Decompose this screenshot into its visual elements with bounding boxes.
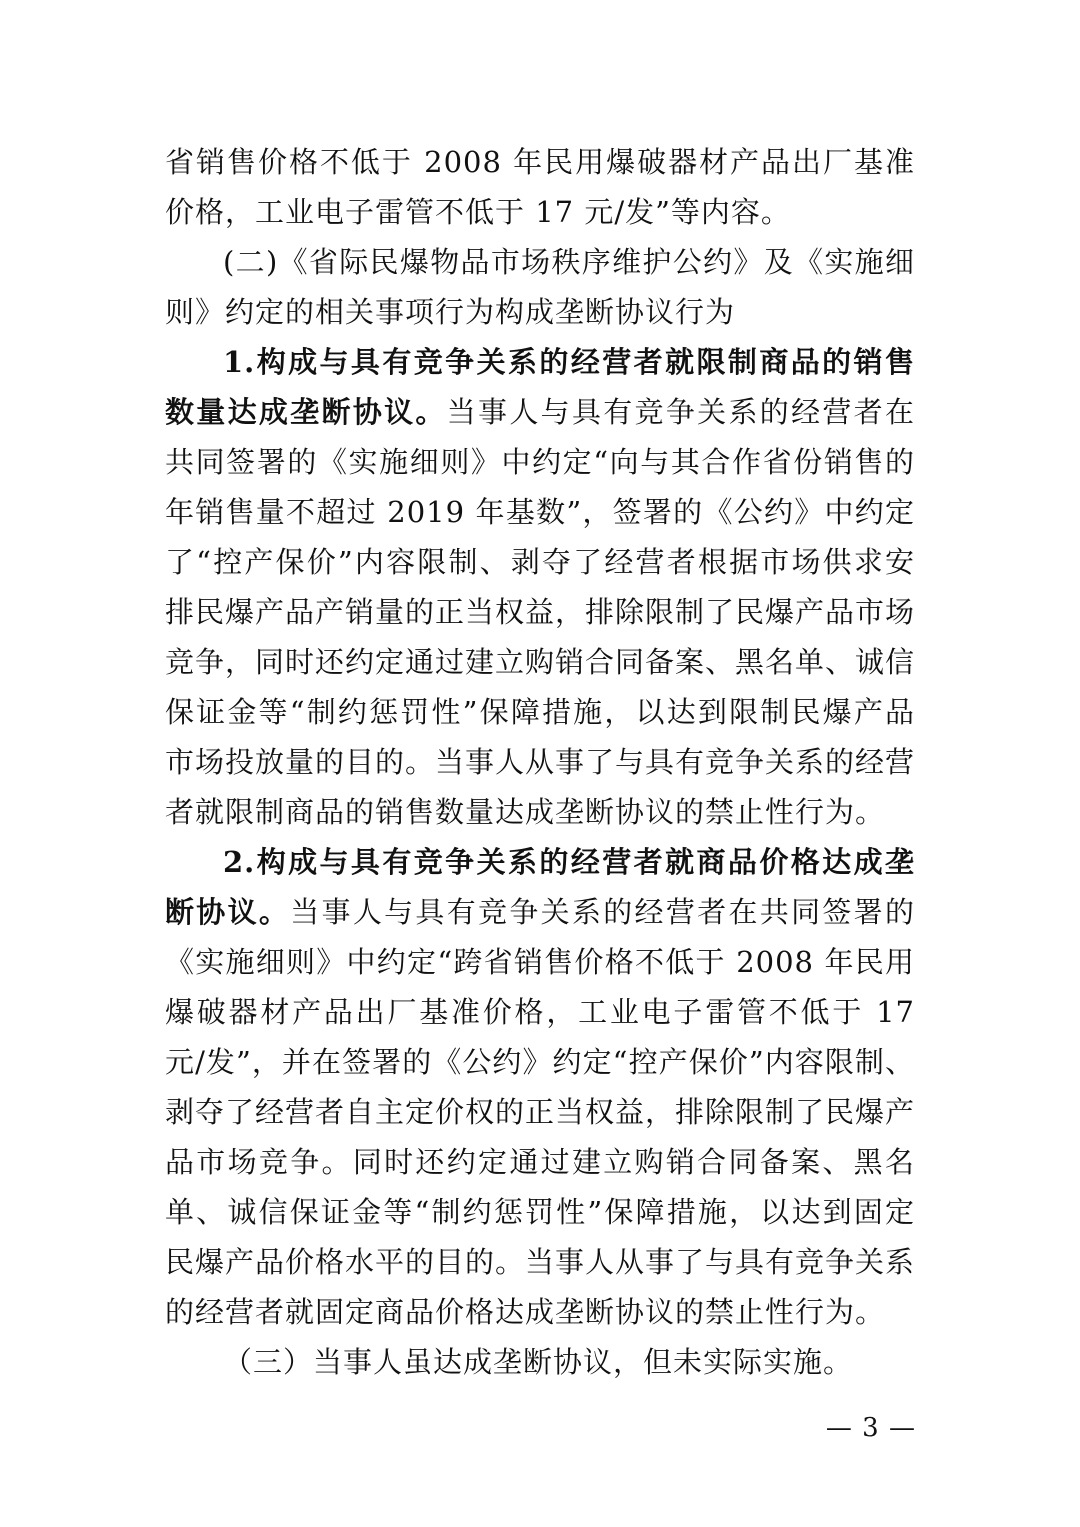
paragraph-item-2 [165,837,915,1337]
paragraph-item-1 [165,337,915,837]
section-heading-2: (二)《省际民爆物品市场秩序维护公约》及《实施细则》约定的相关事项行为构成垄断协议行为 [165,245,915,329]
section-heading-3: （三）当事人虽达成垄断协议，但未实际实施。 [223,1345,854,1379]
document-body [165,137,915,1387]
paragraph-continuation: 省销售价格不低于 2008 年民用爆破器材产品出厂基准价格，工业电子雷管不低于 17 元/发”等内容。 [165,145,915,229]
item-2-lead: 2.构成与具有竞争关系的经营者就商品价格达成垄断协议。 [165,845,915,929]
item-1-body: 当事人与具有竞争关系的经营者在共同签署的《实施细则》中约定“向与其合作省份销售的年销售量不超过 2019 年基数”，签署的《公约》中约定了“控产保价”内容限制、剥夺了经营者根据市场供求安排民爆产品产销量的正当权益，排除限制了民爆产品市场竞争，同时还约定通过建立购销合同备案、黑名单、诚信保证金等“制约惩罚性”保障措施，以达到限制民爆产品市场投放量的目的。当事人从事了与具有竞争关系的经营者就限制商品的销售数量达成垄断协议的禁止性行为。 [165,395,916,829]
item-2-body: 当事人与具有竞争关系的经营者在共同签署的《实施细则》中约定“跨省销售价格不低于 2008 年民用爆破器材产品出厂基准价格，工业电子雷管不低于 17 元/发”，并在签署的《公约》约定“控产保价”内容限制、剥夺了经营者自主定价权的正当权益，排除限制了民爆产品市场竞争。同时还约定通过建立购销合同备案、黑名单、诚信保证金等“制约惩罚性”保障措施，以达到固定民爆产品价格水平的目的。当事人从事了与具有竞争关系的经营者就固定商品价格达成垄断协议的禁止性行为。 [165,895,916,1329]
item-1-lead: 1.构成与具有竞争关系的经营者就限制商品的销售数量达成垄断协议。 [165,345,915,429]
page-number: — 3 — [825,1413,916,1443]
